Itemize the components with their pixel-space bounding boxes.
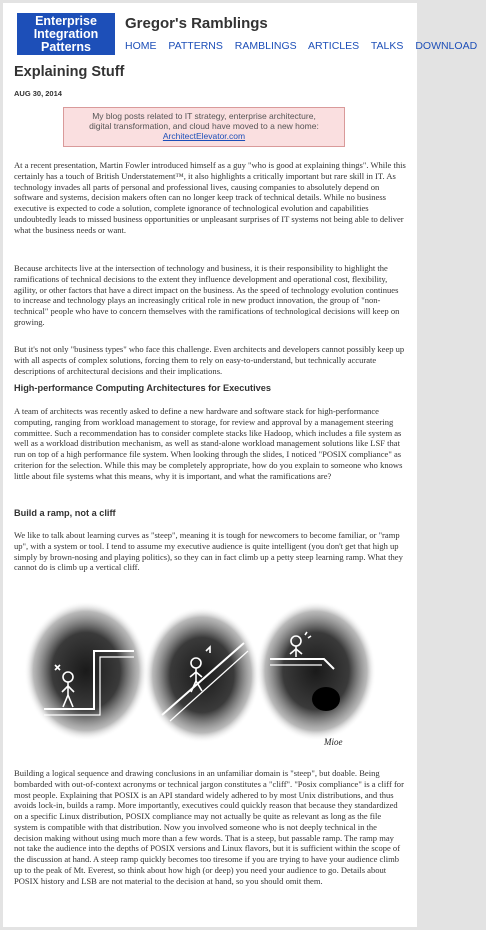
paragraph-text: We like to talk about learning curves as "steep", meaning it is tough for newcomers to become familiar, or "ramp up", with a system or tool. I tend to assume my executive audience is quite intelligent (you don't get that high up simply by brown-nosing and playing politics), so they can in fact climb up a petty steep learning ramp. What they cannot do is climb up a vertical cliff. xyxy=(14,530,403,573)
nav-talks[interactable]: TALKS xyxy=(370,40,404,52)
logo-line-3: Patterns xyxy=(40,39,92,54)
paragraph-text: A team of architects was recently asked to define a new hardware and software stack for high-performance computing, ranging from workload management to storage, for review and approval by a management steering committee. Such a recommendation has to consider complete stacks like Hadoop, which includes a file system as well as a workload distribution mechanism, as well as stand-alone workload management solutions like LSF that run on top of a high performance file system. When looking through the slides, I noticed "POSIX compliance" as criterion for the selection. While this may be completely appropriate, how do you explain to someone who knows little about file systems what this means, why it is important, and what the ramifications are? xyxy=(14,406,403,481)
notice-line-2: digital transformation, and cloud have moved to a new home: xyxy=(89,121,319,131)
ramp-paragraph-1 xyxy=(14,530,406,573)
post-title: Explaining Stuff xyxy=(14,64,125,80)
ramp-paragraph-2 xyxy=(14,768,406,886)
site-logo[interactable] xyxy=(17,13,115,55)
cliff-vs-ramp-comic xyxy=(24,589,380,753)
panel-fall xyxy=(256,601,376,747)
paragraph-text: Building a logical sequence and drawing conclusions in an unfamiliar domain is "steep", but doable. Being bombarded with out-of-context acronyms or technical jargon constitutes a "cliff". "Posix compliance" is a cliff for most people. Explaining that POSIX is an API standard widely adhered to by most Unix distributions, and thus avoids lock-in, builds a ramp. More importantly, executives could quickly reason that because they standardized on a specific Linux distribution, POSIX compliance may not actually be quite as relevant as long as the file system is compatible with that distribution. Now you involved someone who is not deeply technical in the decision making without using much more than a few words. That is a steep, but passable ramp. The ramp may not take the audience into the depths of POSIX versions and Linux flavors, but it is sufficient within the scope of the discussion at hand. A steep ramp quickly becomes too tiresome if you are trying to have your audience climb up to the peak of Mt. Everest, so think about how high (or deep) you need your audience to go. Details about POSIX history and LSB are not material to the decision at hand, so you should omit them. xyxy=(14,768,404,886)
page xyxy=(3,3,478,927)
site-title[interactable]: Gregor's Ramblings xyxy=(125,15,268,32)
moved-notice xyxy=(63,107,345,147)
section-heading-ramp: Build a ramp, not a cliff xyxy=(14,508,116,518)
section-heading-hpc: High-performance Computing Architectures for Executives xyxy=(14,383,271,393)
intro-paragraph-2 xyxy=(14,263,406,328)
logo-line-1: Enterprise xyxy=(35,13,97,28)
panel-cliff xyxy=(24,601,148,741)
nav-patterns[interactable]: PATTERNS xyxy=(168,40,223,52)
paragraph-text: But it's not only "business types" who face this challenge. Even architects and developers cannot possibly keep up with all aspects of complex solutions, forcing them to rely on easy-to-understand, but technically accurate descriptions of architectural decisions and their implications. xyxy=(14,344,405,376)
nav-articles[interactable]: ARTICLES xyxy=(308,40,360,52)
nav-download[interactable]: DOWNLOAD xyxy=(415,40,478,52)
logo-line-2: Integration xyxy=(33,26,99,41)
paragraph-text: At a recent presentation, Martin Fowler introduced himself as a guy "who is good at explaining things". While this certainly has a touch of British Understatement™, it also highlights a critically important but rare skill in IT. As technology invades all parts of personal and professional lives, causing companies to absolutely depend on software and systems, decision makers often can no longer keep track of technical details. While no business executive is expected to code a solution, complete ignorance of technological evolution and capabilities undoubtedly leads to missed business opportunities or unpleasant surprises of IT systems not being able to deliver what the business needs or want. xyxy=(14,160,406,235)
nav-home[interactable]: HOME xyxy=(125,40,157,52)
nav-ramblings[interactable]: RAMBLINGS xyxy=(234,40,297,52)
hpc-paragraph xyxy=(14,406,406,481)
panel-ramp xyxy=(144,607,260,743)
paragraph-text: Because architects live at the intersection of technology and business, it is their responsibility to highlight the ramifications of technical decisions to the extent they influence development and operational cost, flexibility, agility, or other factors that have a direct impact on the business. As the speed of technology evolution continues to increase and technology plays an increasingly critical role in new product innovation, the group of "non-technical" people who have to concern themselves with the ramifications of technological decisions will keep on growing. xyxy=(14,263,400,327)
post-date: AUG 30, 2014 xyxy=(14,89,62,98)
architect-elevator-link[interactable]: ArchitectElevator.com xyxy=(162,131,246,141)
intro-paragraph-3 xyxy=(14,344,406,376)
main-nav xyxy=(125,40,478,52)
comic-signature: Mioe xyxy=(324,737,343,747)
notice-line-1: My blog posts related to IT strategy, enterprise architecture, xyxy=(92,111,316,121)
intro-paragraph-1 xyxy=(14,160,406,235)
